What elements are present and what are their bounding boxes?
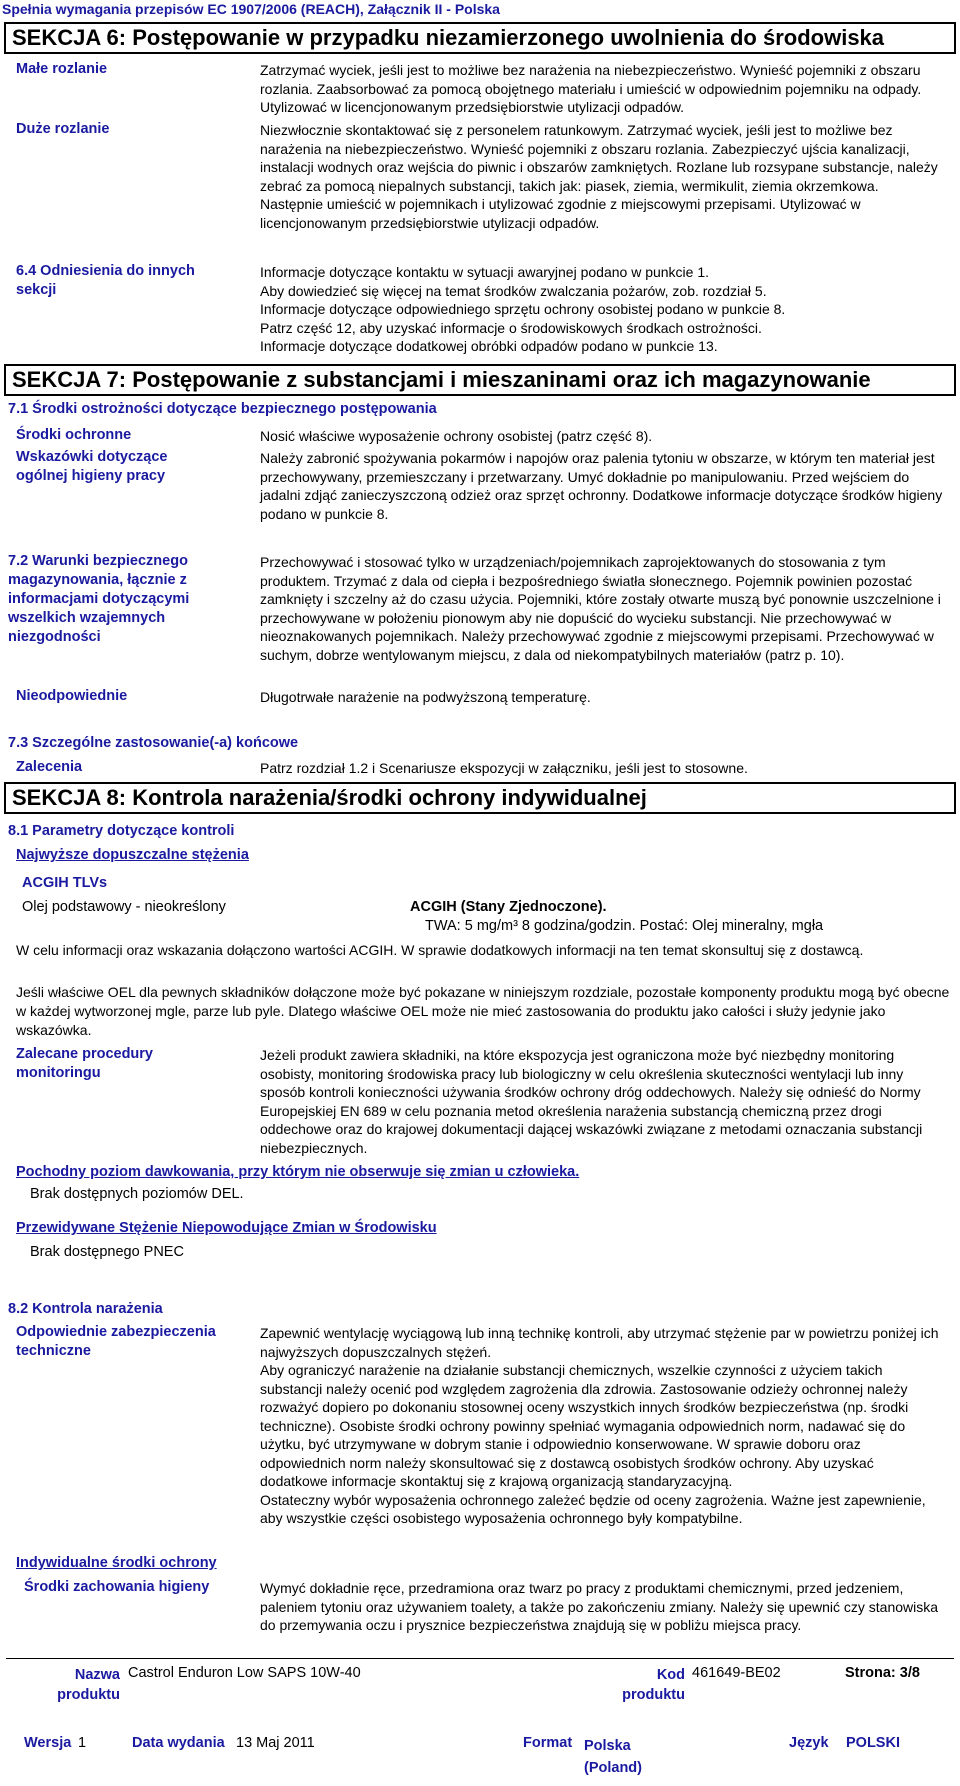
monitoring-text: Jeżeli produkt zawiera składniki, na które ekspozycja jest ograniczona może być niezbędny monitoring osobisty, monitoring środowiska pracy lub biologiczny w celu określenia skuteczności wentylacji lub inny sposób kontroli konieczności używania środków ochrony dróg oddechowych. Należy się odnieść do Normy Europejskiej EN 689 w celu poznania metod określenia narażenia substancją chemiczną przez drogi oddechowe oraz do krajowej dokumentacji dającej wskazówki związane z metodami oznaczania substancji niebezpiecznych.	[260, 1047, 923, 1156]
hygiene-measures-label: Środki zachowania higieny	[24, 1579, 210, 1595]
footer-version-label: Wersja	[24, 1735, 72, 1751]
unsuitable-label: Nieodpowiednie	[16, 688, 128, 704]
acgih-note: W celu informacji oraz wskazania dołączono wartości ACGIH. W sprawie dodatkowych informacji na ten temat skonsultuj się z dostawcą.	[16, 942, 864, 958]
engineering-controls-label: Odpowiednie zabezpieczenia techniczne	[16, 1324, 216, 1359]
monitoring-label: Zalecane procedury monitoringu	[16, 1046, 153, 1081]
references-text: Informacje dotyczące kontaktu w sytuacji awaryjnej podano w punkcie 1. Aby dowiedzieć się więcej na temat środków zwalczania pożarów, zob. rozdział 5. Informacje dotyczące odpowiedniego sprzętu ochrony osobistej podano w punkcie 8. Patrz część 12, aby uzyskać informacje o środowiskowych środkach ostrożności. Informacje dotyczące dodatkowej obróbki odpadów podano w punkcie 13.	[260, 264, 786, 354]
footer-language-label: Język	[789, 1735, 829, 1751]
protective-measures-text: Nosić właściwe wyposażenie ochrony osobistej (patrz część 8).	[260, 428, 653, 444]
large-spill-label: Duże rozlanie	[16, 121, 110, 137]
section-7-title: SEKCJA 7: Postępowanie z substancjami i mieszaninami oraz ich magazynowanie	[4, 364, 956, 396]
subsection-7-2: 7.2 Warunki bezpiecznego magazynowania, łącznie z informacjami dotyczącymi wszelkich wzajemnych niezgodności	[8, 553, 190, 645]
section-8-title: SEKCJA 8: Kontrola narażenia/środki ochrony indywidualnej	[4, 782, 956, 814]
footer-page: Strona: 3/8	[845, 1665, 920, 1681]
storage-text: Przechowywać i stosować tylko w urządzeniach/pojemnikach zaprojektowanych do stosowania z tym produktem. Trzymać z dala od ciepła i bezpośredniego światła słonecznego. Pojemnik powinien pozostać zamknięty i szczelny aż do czasu użycia. Pojemniki, które zostały otwarte muszą być ponownie uszczelnione i przechowywane w położeniu pionowym aby nie dopuścić do wycieku substancji. Nie przechowywać w nieoznakowanych pojemnikach. Należy przechowywać zgodnie z miejscowymi przepisami. Przechowywać w suchym, dobrze wentylowanym miejscu, z dala od niekompatybilnych materiałów (patrz p. 10).	[260, 554, 941, 663]
general-hygiene-text: Należy zabronić spożywania pokarmów i napojów oraz palenia tytoniu w obszarze, w którym ten materiał jest przechowywany, przemieszczany i przetwarzany. Umyć dokładnie po manipulowaniu. Przed wejściem do jadalni zdjąć zanieczyszczoną odzież oraz sprzęt ochronny. Dodatkowe informacje dotyczące środków higieny podano w punkcie 8.	[260, 450, 943, 522]
recommendations-label: Zalecenia	[16, 759, 83, 775]
pnec-text: Brak dostępnego PNEC	[30, 1244, 184, 1260]
hygiene-measures-text: Wymyć dokładnie ręce, przedramiona oraz twarz po pracy z produktami chemicznymi, przed jedzeniem, paleniem tytoniu oraz używaniem toalety, a także po zakończeniu zmiany. Należy się upewnić czy stanowiska do przemywania oczu i prysznice bezpieczeństwa znajdują się w pobliżu miejsca pracy.	[260, 1580, 939, 1633]
ppe-heading: Indywidualne środki ochrony	[16, 1555, 217, 1571]
footer-code-value: 461649-BE02	[692, 1665, 781, 1681]
subsection-8-1: 8.1 Parametry dotyczące kontroli	[8, 823, 235, 839]
subsection-7-3: 7.3 Szczególne zastosowanie(-a) końcowe	[8, 735, 299, 751]
footer-version-value: 1	[78, 1735, 87, 1751]
unsuitable-text: Długotrwałe narażenie na podwyższoną temperaturę.	[260, 689, 591, 705]
large-spill-text: Niezwłocznie skontaktować się z personelem ratunkowym. Zatrzymać wyciek, jeśli jest to możliwe bez narażenia na niebezpieczeństwo. Wynieść pojemniki z obszaru rozlania. Zabezpieczyć ujścia kanalizacji, instalacji wodnych oraz wejścia do piwnic i obszarów zamkniętych. Rozlane lub rozsypane substancje, należy zebrać za pomocą niepalnych substancji, takich jak: piasek, ziemia, wermikulit, ziemia okrzemkowa. Następnie umieścić w pojemnikach i utylizować zgodnie z miejscowymi przepisami. Utylizować w licencjonowanym przedsiębiorstwie utylizacji odpadów.	[260, 122, 938, 231]
footer-date-label: Data wydania	[132, 1735, 225, 1751]
acgih-source: ACGIH (Stany Zjednoczone).	[410, 899, 607, 915]
pnec-heading: Przewidywane Stężenie Niepowodujące Zmian w Środowisku	[16, 1220, 437, 1236]
footer-name-value: Castrol Enduron Low SAPS 10W-40	[128, 1665, 361, 1681]
footer-date-value: 13 Maj 2011	[236, 1735, 315, 1751]
subsection-7-1: 7.1 Środki ostrożności dotyczące bezpiecznego postępowania	[8, 401, 437, 417]
footer-format-value: Polska (Poland)	[584, 1738, 642, 1776]
protective-measures-label: Środki ochronne	[16, 427, 132, 443]
general-hygiene-label: Wskazówki dotyczące ogólnej higieny pracy	[16, 449, 168, 484]
del-text: Brak dostępnych poziomów DEL.	[30, 1186, 244, 1202]
references-label: 6.4 Odniesienia do innych sekcji	[16, 263, 195, 298]
footer-divider	[6, 1658, 954, 1659]
small-spill-text: Zatrzymać wyciek, jeśli jest to możliwe bez narażenia na niebezpieczeństwo. Wynieść pojemniki z obszaru rozlania. Zaabsorbować za pomocą obojętnego materiału i umieścić w odpowiednim pojemniku na odpady. Utylizować w licencjonowanym przedsiębiorstwie utylizacji odpadów.	[260, 62, 922, 115]
small-spill-label: Małe rozlanie	[16, 61, 108, 77]
footer-language-value: POLSKI	[846, 1735, 900, 1751]
oel-note: Jeśli właściwe OEL dla pewnych składników dołączone może być pokazane w niniejszym rozdziale, pozostałe komponenty produktu mogą być obecne w każdej wytworzonej mgle, parze lub pyle. Dlatego właściwe OEL może nie mieć zastosowania do produktu jako całości i służy jedynie jako wskazówka.	[16, 984, 950, 1038]
acgih-heading: ACGIH TLVs	[22, 875, 108, 891]
footer-name-label: Nazwa produktu	[57, 1667, 120, 1703]
footer-code-label: Kod produktu	[622, 1667, 685, 1703]
document-header: Spełnia wymagania przepisów EC 1907/2006 (REACH), Załącznik II - Polska	[2, 1, 500, 17]
recommendations-text: Patrz rozdział 1.2 i Scenariusze ekspozycji w załączniku, jeśli jest to stosowne.	[260, 760, 748, 776]
subsection-8-2: 8.2 Kontrola narażenia	[8, 1301, 163, 1317]
section-6-title: SEKCJA 6: Postępowanie w przypadku niezamierzonego uwolnienia do środowiska	[4, 22, 956, 54]
component-name: Olej podstawowy - nieokreślony	[22, 899, 226, 915]
footer-format-label: Format	[523, 1735, 573, 1751]
oel-heading: Najwyższe dopuszczalne stężenia	[16, 847, 249, 863]
del-heading: Pochodny poziom dawkowania, przy którym nie obserwuje się zmian u człowieka.	[16, 1164, 580, 1180]
engineering-controls-text: Zapewnić wentylację wyciągową lub inną technikę kontroli, aby utrzymać stężenie par w powietrzu poniżej ich najwyższych dopuszczalnych stężeń. Aby ograniczyć narażenie na działanie substancji chemicznych, wszelkie czynności z użyciem takich substancji należy ocenić pod względem zagrożenia dla zdrowia. Zastosowanie odzieży ochronnej należy rozważyć dopiero po dokonaniu stosownej oceny wszystkich innych środków bezpieczeństwa (np. środki techniczne). Osobiste środki ochrony powinny spełniać wymagania odpowiednich norm, nadawać się do użytku, być utrzymywane w dobrym stanie i odpowiednio konserwowane. W sprawie doboru oraz odpowiednich norm należy skonsultować się z dostawcą osobistych środków ochrony. Aby uzyskać dodatkowe informacje skontaktuj się z krajową organizacją standaryzacyjną. Ostateczny wybór wyposażenia ochronnego zależeć będzie od oceny zagrożenia. Ważne jest zapewnienie, aby wszystkie części osobistego wyposażenia ochronnego były kompatybilne.	[260, 1325, 939, 1526]
acgih-value: TWA: 5 mg/m³ 8 godzina/godzin. Postać: Olej mineralny, mgła	[425, 918, 824, 934]
